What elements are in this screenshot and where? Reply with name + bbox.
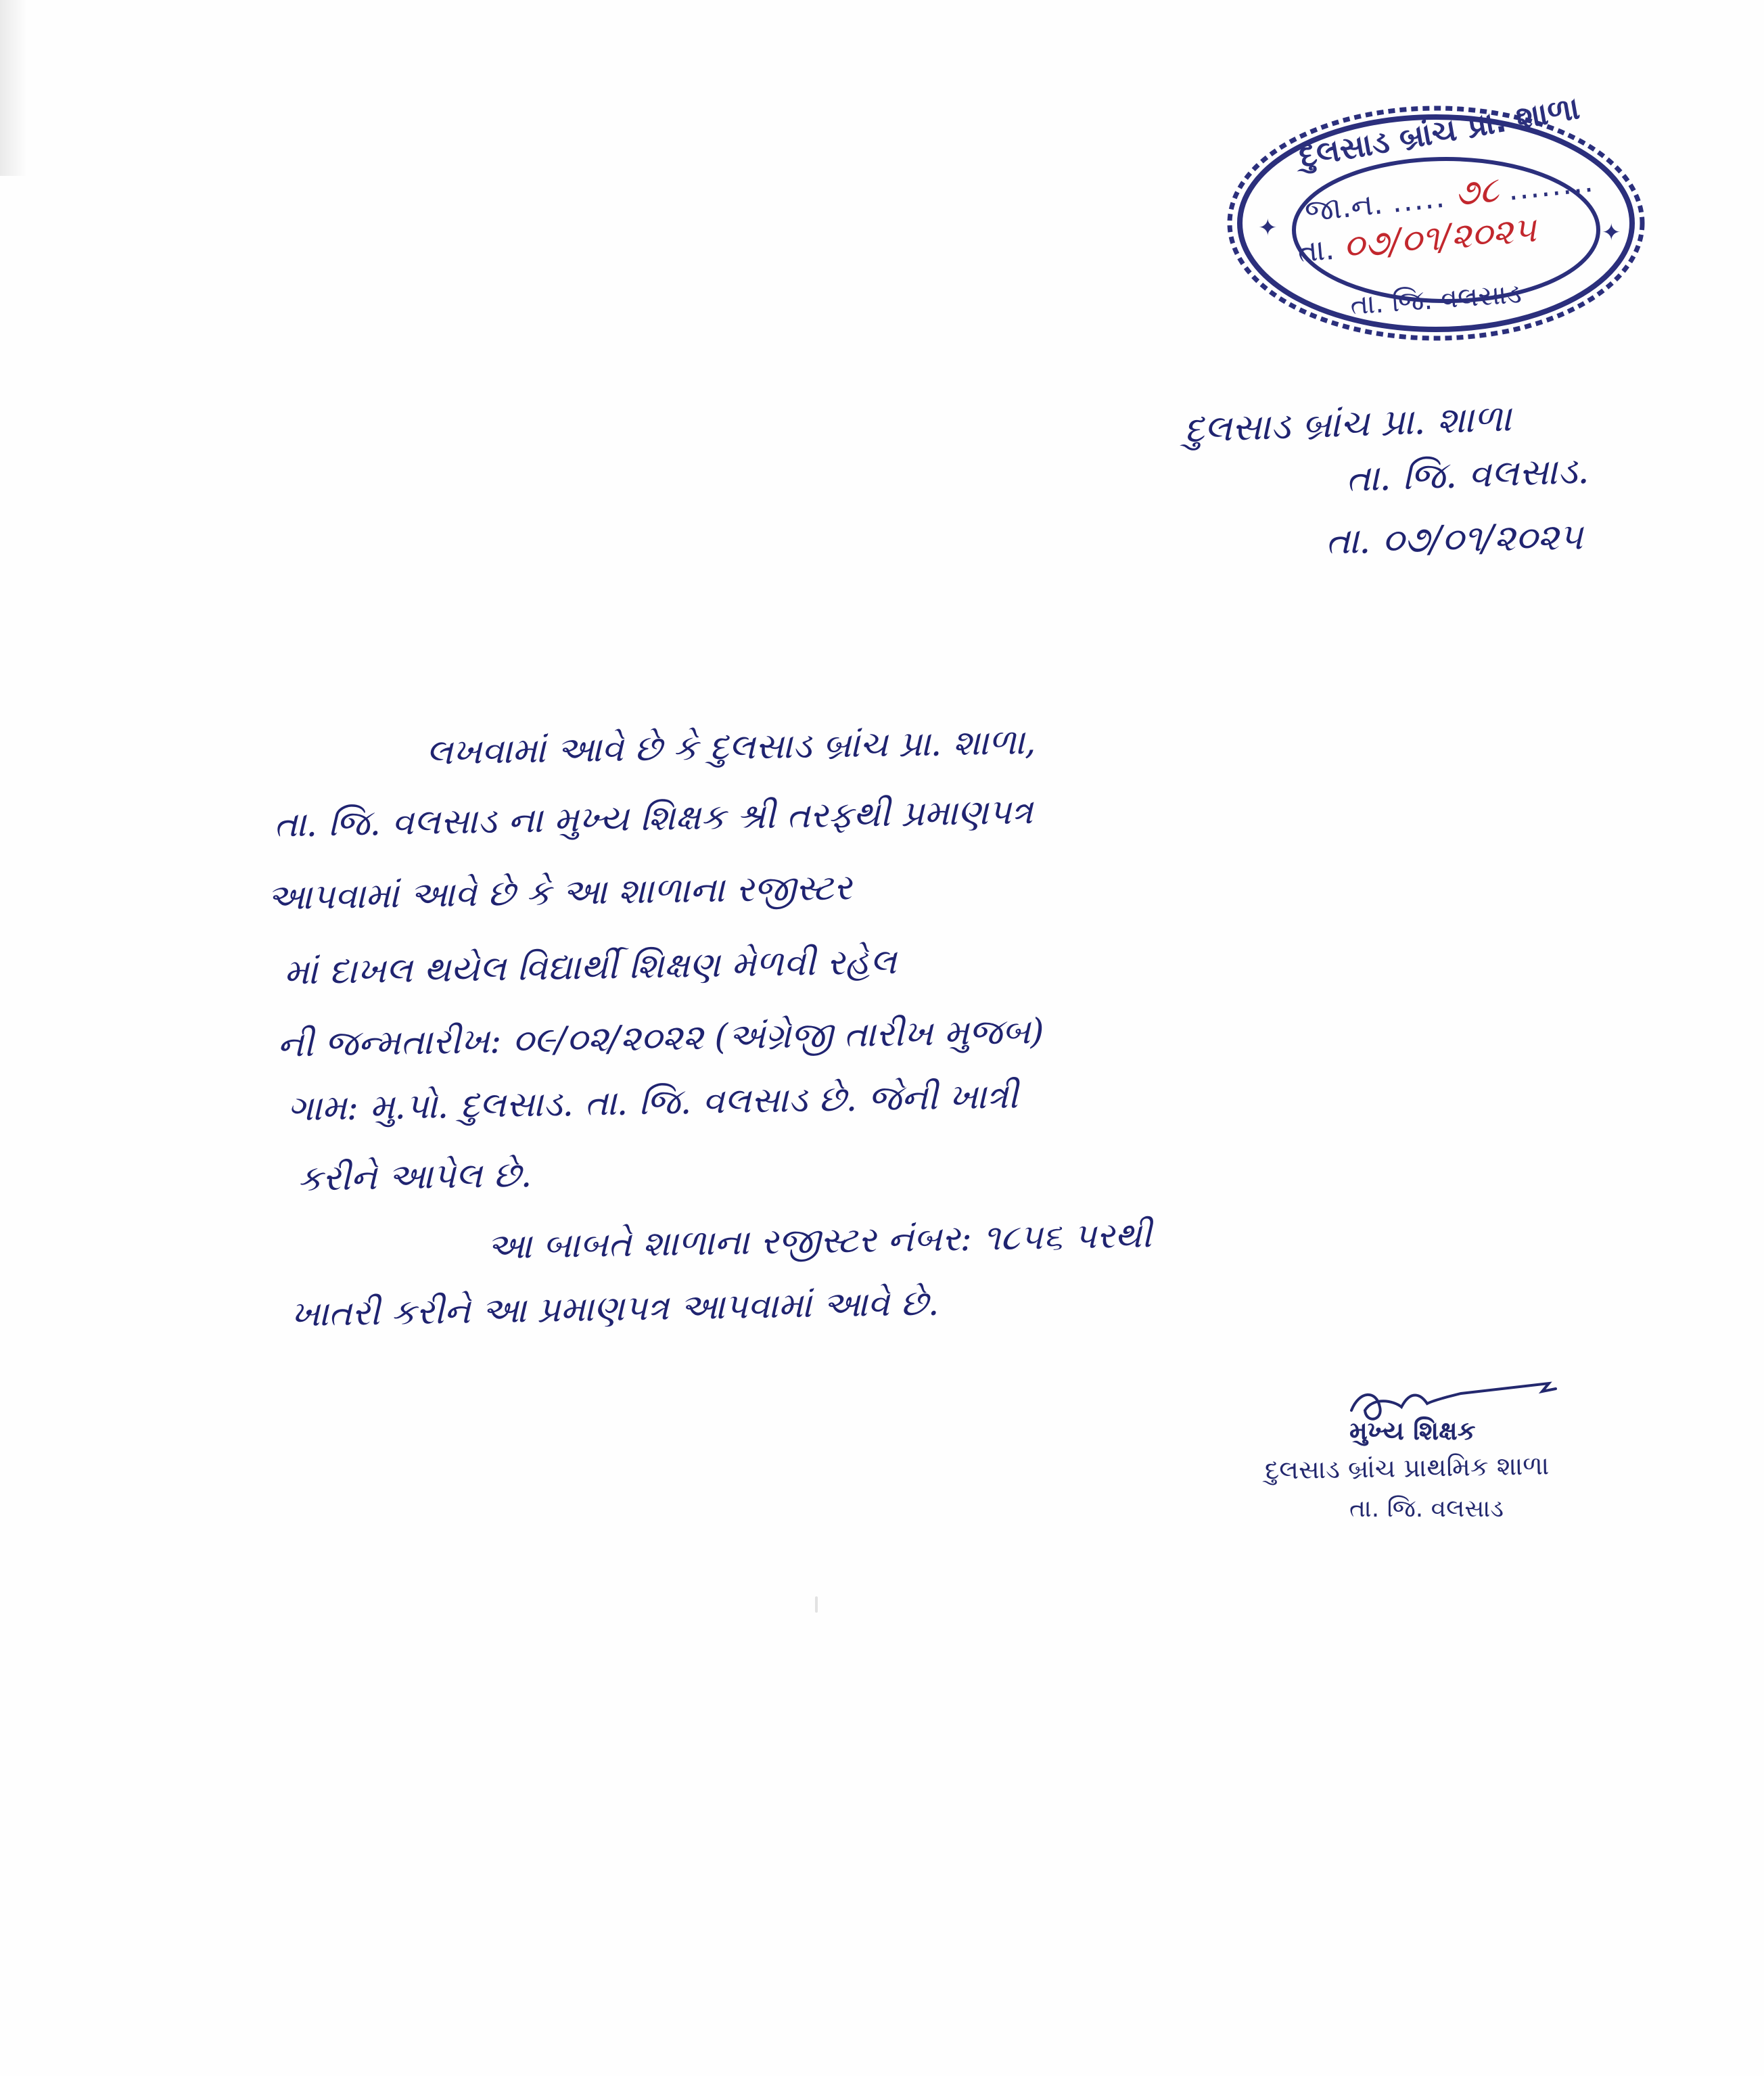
- body-line: ગામ: મુ.પો. દુલસાડ. તા. જિ. વલસાડ છે. જેની ખાત્રી: [287, 1076, 1019, 1130]
- signature-place: તા. જિ. વલસાડ: [1349, 1495, 1504, 1523]
- stamp-dots: .....: [1390, 179, 1447, 220]
- body-line: તા. જિ. વલસાડ ના મુખ્ય શિક્ષક શ્રી તરફથી પ્રમાણપત્ર: [273, 791, 1034, 846]
- stamp-dots: ........: [1506, 164, 1596, 208]
- svg-text:✦: ✦: [1258, 214, 1278, 241]
- body-line: ખાતરી કરીને આ પ્રમાણપત્ર આપવામાં આવે છે.: [290, 1283, 939, 1335]
- stamp-date-label: તા.: [1296, 231, 1336, 270]
- signature-role: મુખ્ય શિક્ષક: [1349, 1416, 1476, 1446]
- body-line: માં દાખલ થયેલ વિદ્યાર્થી શિક્ષણ મેળવી રહેલ: [283, 942, 897, 993]
- svg-text:✦: ✦: [1602, 219, 1621, 246]
- body-line: આ બાબતે શાળાના રજીસ્ટર નંબર: ૧૮૫૬ પરથી: [486, 1215, 1153, 1268]
- stamp-school-name: દુલસાડ બ્રાંચ પ્રા. શાળા: [1296, 89, 1583, 175]
- body-line: આપવામાં આવે છે કે આ શાળાના રજીસ્ટર: [266, 867, 852, 919]
- body-line: કરીને આપેલ છે.: [297, 1154, 532, 1200]
- address-line-school: દુલસાડ બ્રાંચ પ્રા. શાળા: [1183, 396, 1512, 451]
- school-stamp: [1223, 89, 1649, 345]
- stamp-place: તા. જિ. વલસાડ: [1349, 278, 1523, 321]
- stamp-date-value: ૦૭/૦૧/૨૦૨૫: [1341, 209, 1538, 267]
- address-line-place: તા. જિ. વલસાડ.: [1345, 448, 1590, 501]
- scan-speck: [815, 1596, 818, 1613]
- body-line: લખવામાં આવે છે કે દુલસાડ બ્રાંચ પ્રા. શાળા,: [425, 722, 1036, 773]
- stamp-inward-number: ૭૮: [1452, 169, 1501, 214]
- stamp-inward-label: જા.ન.: [1303, 186, 1385, 229]
- body-line: ની જન્મતારીખ: ૦૯/૦૨/૨૦૨૨ (અંગ્રેજી તારીખ મુજબ): [277, 1011, 1045, 1065]
- scan-edge-shadow: [0, 0, 27, 176]
- signature-school: દુલસાડ બ્રાંચ પ્રાથમિક શાળા: [1264, 1450, 1550, 1485]
- address-line-date: તા. ૦૭/૦૧/૨૦૨૫: [1325, 515, 1583, 563]
